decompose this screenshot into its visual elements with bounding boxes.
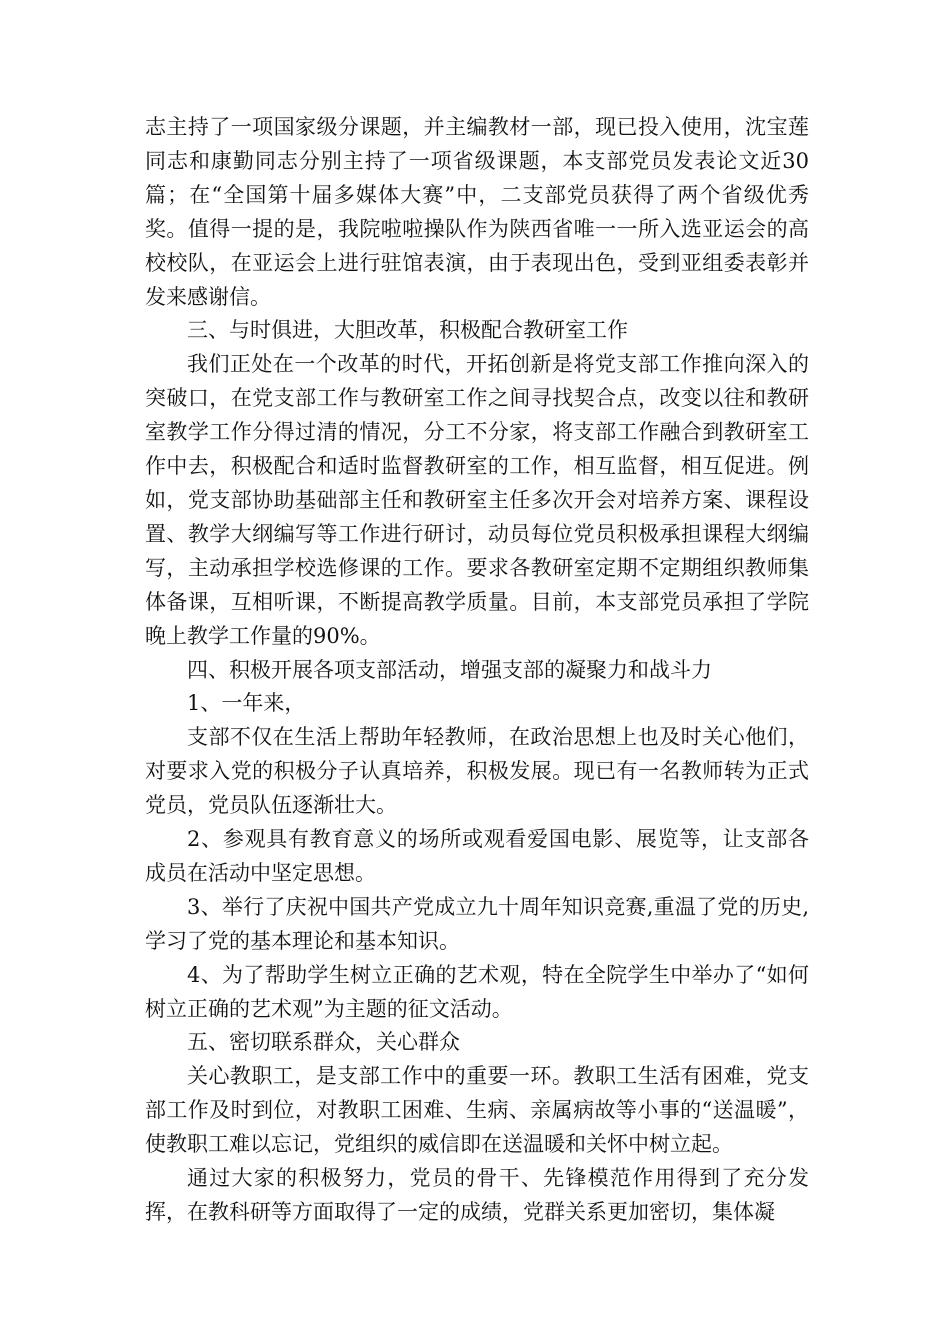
list-item-3: 3、举行了庆祝中国共产党成立九十周年知识竞赛,重温了党的历史,学习了党的基本理论和基本知识。 — [145, 894, 809, 953]
list-item-1: 1、一年来， — [187, 691, 306, 716]
document-body — [145, 111, 809, 1230]
paragraph-research-achievements: 志主持了一项国家级分课题，并主编教材一部，现已投入使用，沈宝莲同志和康勤同志分别主持了一项省级课题，本支部党员发表论文近30篇；在“全国第十届多媒体大赛”中，二支部党员获得了两个省级优秀奖。值得一提的是，我院啦啦操队作为陕西省唯一一所入选亚运会的高校校队，在亚运会上进行驻馆表演，由于表现出色，受到亚组委表彰并发来感谢信。 — [145, 115, 809, 309]
section-heading-5: 五、密切联系群众，关心群众 — [187, 1030, 460, 1055]
paragraph-conclusion: 通过大家的积极努力，党员的骨干、先锋模范作用得到了充分发挥，在教科研等方面取得了一定的成绩，党群关系更加密切，集体凝 — [145, 1166, 809, 1224]
paragraph-young-teachers: 支部不仅在生活上帮助年轻教师，在政治思想上也及时关心他们，对要求入党的积极分子认真培养，积极发展。现已有一名教师转为正式党员，党员队伍逐渐壮大。 — [145, 725, 809, 818]
section-heading-3: 三、与时俱进，大胆改革，积极配合教研室工作 — [187, 318, 628, 343]
section-heading-4: 四、积极开展各项支部活动，增强支部的凝聚力和战斗力 — [187, 657, 712, 682]
paragraph-care-staff: 关心教职工，是支部工作中的重要一环。教职工生活有困难，党支部工作及时到位，对教职工困难、生病、亲属病故等小事的“送温暖”，使教职工难以忘记，党组织的威信即在送温暖和关怀中树立起。 — [145, 1064, 809, 1157]
list-item-2: 2、参观具有教育意义的场所或观看爱国电影、展览等，让支部各成员在活动中坚定思想。 — [145, 827, 809, 885]
paragraph-reform: 我们正处在一个改革的时代，开拓创新是将党支部工作推向深入的突破口，在党支部工作与教研室工作之间寻找契合点，改变以往和教研室教学工作分得过清的情况，分工不分家，将支部工作融合到教研室工作中去，积极配合和适时监督教研室的工作，相互监督，相互促进。例如，党支部协助基础部主任和教研室主任多次开会对培养方案、课程设置、教学大纲编写等工作进行研讨，动员每位党员积极承担课程大纲编写，主动承担学校选修课的工作。要求各教研室定期不定期组织教师集体备课，互相听课，不断提高教学质量。目前，本支部党员承担了学院晚上教学工作量的90%。 — [145, 352, 809, 648]
list-item-4: 4、为了帮助学生树立正确的艺术观，特在全院学生中举办了“如何树立正确的艺术观”为主题的征文活动。 — [145, 962, 809, 1021]
